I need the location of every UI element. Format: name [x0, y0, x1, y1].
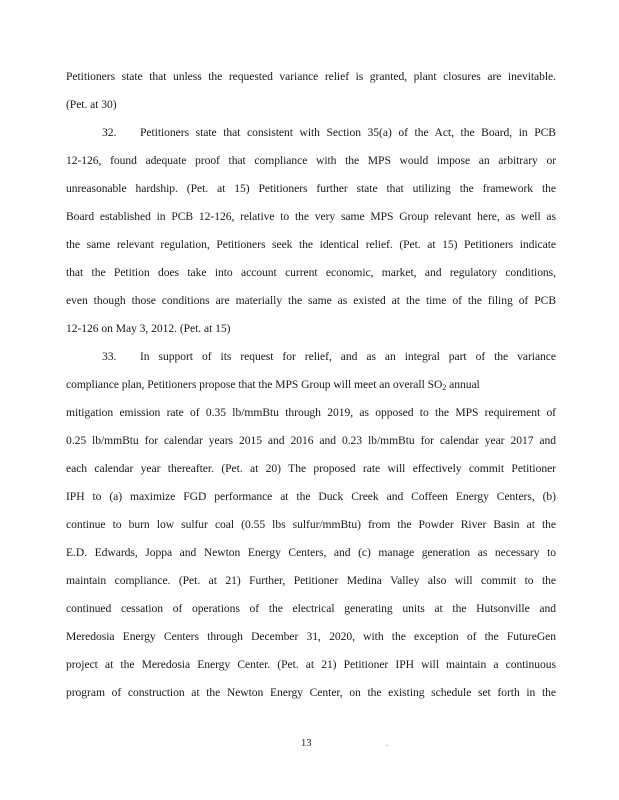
text-line: project at the Meredosia Energy Center. (Pet. at 21) Petitioner IPH will maintain a continuous	[66, 658, 556, 671]
text-line: the same relevant regulation, Petitioners seek the identical relief. (Pet. at 15) Petitioners indicate	[66, 238, 556, 251]
text-line: 12-126 on May 3, 2012. (Pet. at 15)	[66, 322, 231, 335]
paragraph-first-line	[102, 126, 556, 140]
text-line: maintain compliance. (Pet. at 21) Further, Petitioner Medina Valley also will commit to the	[66, 574, 556, 587]
paragraph-number: 32.	[102, 126, 117, 139]
text-line: In support of its request for relief, and as an integral part of the variance	[140, 350, 556, 363]
text-line-with-subscript	[66, 378, 556, 392]
text-line: continued cessation of operations of the electrical generating units at the Hutsonville and	[66, 602, 556, 615]
text-line: even though those conditions are materially the same as existed at the time of the filing of PCB	[66, 294, 556, 307]
text-line: E.D. Edwards, Joppa and Newton Energy Centers, and (c) manage generation as necessary to	[66, 546, 556, 559]
stray-mark: .	[386, 739, 388, 748]
text-segment: annual	[446, 378, 480, 391]
text-line: Petitioners state that consistent with Section 35(a) of the Act, the Board, in PCB	[140, 126, 556, 139]
subscript-two: 2	[442, 383, 447, 392]
text-line: program of construction at the Newton Energy Center, on the existing schedule set forth in the	[66, 686, 556, 699]
text-line: continue to burn low sulfur coal (0.55 lbs sulfur/mmBtu) from the Powder River Basin at the	[66, 518, 556, 531]
text-line: mitigation emission rate of 0.35 lb/mmBtu through 2019, as opposed to the MPS requirement of	[66, 406, 556, 419]
text-line: Board established in PCB 12-126, relative to the very same MPS Group relevant here, as well as	[66, 210, 556, 223]
paragraph-first-line	[102, 350, 556, 364]
text-line: each calendar year thereafter. (Pet. at 20) The proposed rate will effectively commit Petitioner	[66, 462, 556, 475]
text-line: Petitioners state that unless the requested variance relief is granted, plant closures are inevitable.	[66, 70, 556, 83]
page-number: 13	[301, 738, 312, 749]
text-line: 0.25 lb/mmBtu for calendar years 2015 and 2016 and 0.23 lb/mmBtu for calendar year 2017 and	[66, 434, 556, 447]
text-line: that the Petition does take into account current economic, market, and regulatory conditions,	[66, 266, 556, 279]
paragraph-number: 33.	[102, 350, 117, 363]
text-line: (Pet. at 30)	[66, 98, 117, 111]
text-segment: compliance plan, Petitioners propose that the MPS Group will meet an overall SO	[66, 378, 443, 391]
text-line: unreasonable hardship. (Pet. at 15) Petitioners further state that utilizing the framework the	[66, 182, 556, 195]
text-line: IPH to (a) maximize FGD performance at the Duck Creek and Coffeen Energy Centers, (b)	[66, 490, 556, 503]
text-line: Meredosia Energy Centers through December 31, 2020, with the exception of the FutureGen	[66, 630, 556, 643]
text-line: 12-126, found adequate proof that compliance with the MPS would impose an arbitrary or	[66, 154, 556, 167]
